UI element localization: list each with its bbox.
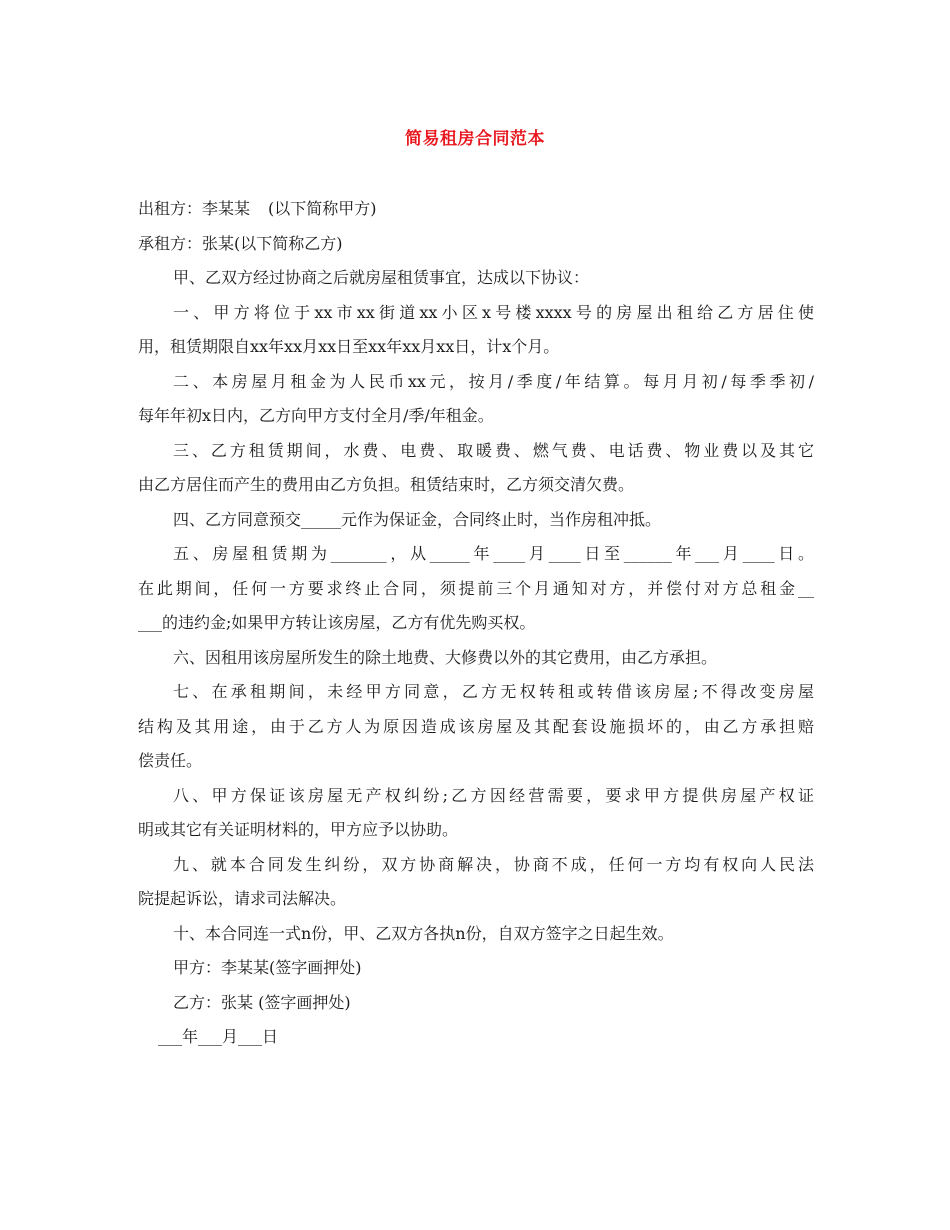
clause-9-line-1: 九、就本合同发生纠纷，双方协商解决，协商不成，任何一方均有权向人民法 <box>173 854 814 874</box>
document-title: 简易租房合同范本 <box>405 129 545 149</box>
lessor-line <box>138 192 814 227</box>
signature-party-a: 甲方：李某某(签字画押处) <box>173 958 362 977</box>
clause-4-line-1: 四、乙方同意预交_____元作为保证金，合同终止时，当作房租冲抵。 <box>173 509 662 529</box>
contract-body <box>138 192 814 1055</box>
clause-7-line-3: 偿责任。 <box>138 751 203 770</box>
clause-9-line-2: 院提起诉讼，请求司法解决。 <box>138 889 347 908</box>
clause-5-line-2: 在此期间，任何一方要求终止合同，须提前三个月通知对方，并偿付对方总租金__ <box>138 578 814 598</box>
lessor-note: (以下简称甲方) <box>268 199 377 218</box>
signature-party-b: 乙方：张某 (签字画押处) <box>173 992 351 1012</box>
clause-1-line-2: 用，租赁期限自xx年xx月xx日至xx年xx月xx日，计x个月。 <box>138 337 560 356</box>
clause-1-line-1: 一、甲方将位于xx市xx街道xx小区x号楼xxxx号的房屋出租给乙方居住使 <box>173 302 814 322</box>
clause-5-line-1: 五、房屋租赁期为_______，从_____年____月____日至______年___月____日。 <box>173 544 814 563</box>
lessee-line: 承租方：张某(以下简称乙方) <box>138 233 343 253</box>
clause-8-line-1: 八、甲方保证该房屋无产权纠纷;乙方因经营需要，要求甲方提供房屋产权证 <box>173 785 814 805</box>
clause-7-line-1: 七、在承租期间，未经甲方同意，乙方无权转租或转借该房屋;不得改变房屋 <box>173 682 814 701</box>
lessor-label: 出租方： <box>138 199 203 218</box>
signature-date: ___年___月___日 <box>158 1027 279 1046</box>
lessor-label-name <box>138 192 268 227</box>
clause-5-line-3: ___的违约金;如果甲方转让该房屋，乙方有优先购买权。 <box>138 613 536 632</box>
lessor-name: 李某某 <box>202 199 251 218</box>
clause-2-line-1: 二、本房屋月租金为人民币xx元，按月/季度/年结算。每月月初/每季季初/ <box>173 371 814 391</box>
clause-3-line-1: 三、乙方租赁期间，水费、电费、取暖费、燃气费、电话费、物业费以及其它 <box>173 440 814 460</box>
clause-10-line-1: 十、本合同连一式n份，甲、乙双方各执n份，自双方签字之日起生效。 <box>173 923 674 943</box>
clause-8-line-2: 明或其它有关证明材料的，甲方应予以协助。 <box>138 820 459 839</box>
intro-paragraph: 甲、乙双方经过协商之后就房屋租赁事宜，达成以下协议： <box>173 268 590 287</box>
clause-3-line-2: 由乙方居住而产生的费用由乙方负担。租赁结束时，乙方须交清欠费。 <box>138 475 635 494</box>
clause-2-line-2: 每年年初x日内，乙方向甲方支付全月/季/年租金。 <box>138 406 494 425</box>
clause-7-line-2: 结构及其用途，由于乙方人为原因造成该房屋及其配套设施损坏的，由乙方承担赔 <box>138 716 814 736</box>
clause-6-line-1: 六、因租用该房屋所发生的除土地费、大修费以外的其它费用，由乙方承担。 <box>173 647 718 667</box>
